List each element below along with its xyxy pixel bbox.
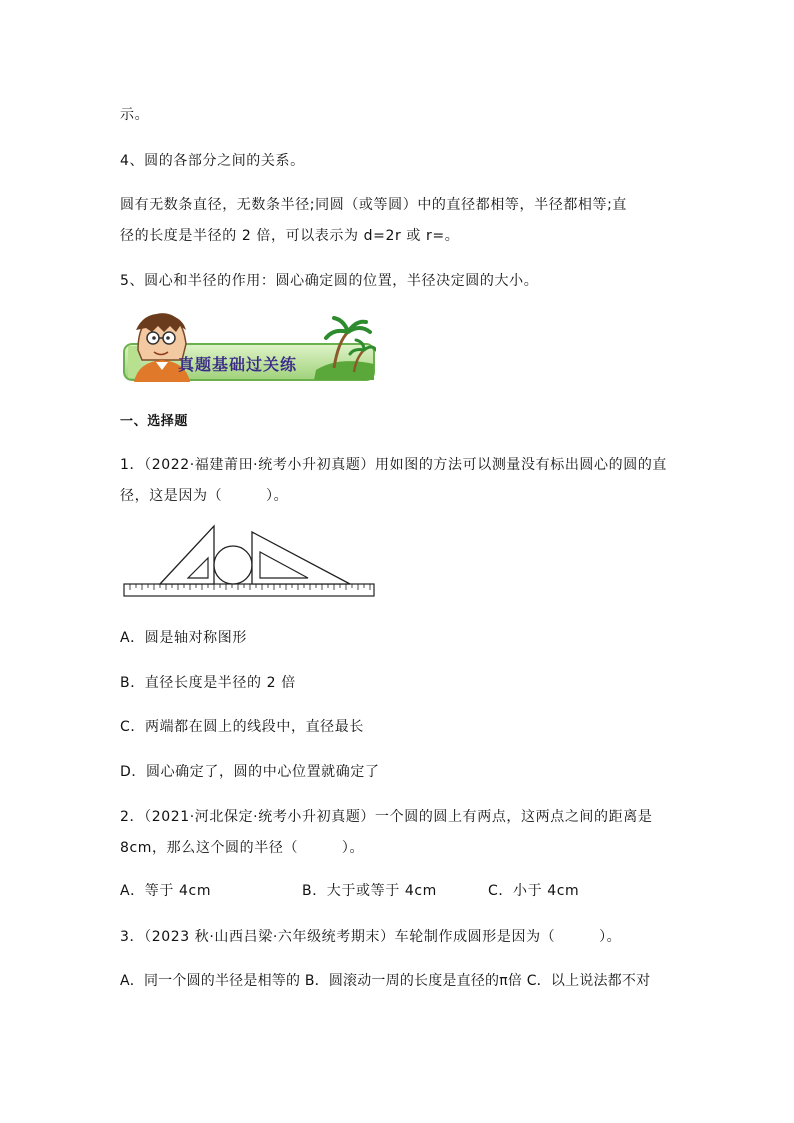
question-2-line-1: 2．（2021·河北保定·统考小升初真题）一个圆的圆上有两点，这两点之间的距离是 [120,809,653,825]
text-line-5: 5、圆心和半径的作用：圆心确定圆的位置，半径决定圆的大小。 [120,273,539,289]
text-line-3: 圆有无数条直径，无数条半径;同圆（或等圆）中的直径都相等，半径都相等;直 [120,197,628,213]
text-line-4: 径的长度是半径的 2 倍，可以表示为 d=2r 或 r=。 [120,228,460,244]
question-2-option-a: A．等于 4cm [120,883,212,899]
question-1-option-d: D．圆心确定了，圆的中心位置就确定了 [120,764,380,780]
ruler-triangles-circle-diagram [120,524,380,604]
question-1-option-b: B．直径长度是半径的 2 倍 [120,675,296,691]
question-1-line-2: 径，这是因为（ ）。 [120,488,289,504]
question-3-line-1: 3．（2023 秋·山西吕梁·六年级统考期末）车轮制作成圆形是因为（ ）。 [120,929,622,945]
text-line-2: 4、圆的各部分之间的关系。 [120,153,305,169]
question-2-option-c: C．小于 4cm [488,883,580,899]
banner-title: 真题基础过关练 [178,355,298,374]
question-3-options: A．同一个圆的半径是相等的 B．圆滚动一周的长度是直径的π倍 C．以上说法都不对 [120,973,651,989]
text-line-1: 示。 [120,107,150,123]
section-heading: 一、选择题 [120,414,189,429]
question-1-option-c: C．两端都在圆上的线段中，直径最长 [120,719,364,735]
question-2-line-2: 8cm，那么这个圆的半径（ ）。 [120,840,365,856]
question-1-line-1: 1．（2022·福建莆田·统考小升初真题）用如图的方法可以测量没有标出圆心的圆的直 [120,457,668,473]
question-2-option-b: B．大于或等于 4cm [302,883,437,899]
measurement-figure [120,524,380,604]
section-banner [120,310,376,386]
question-1-option-a: A．圆是轴对称图形 [120,630,247,646]
